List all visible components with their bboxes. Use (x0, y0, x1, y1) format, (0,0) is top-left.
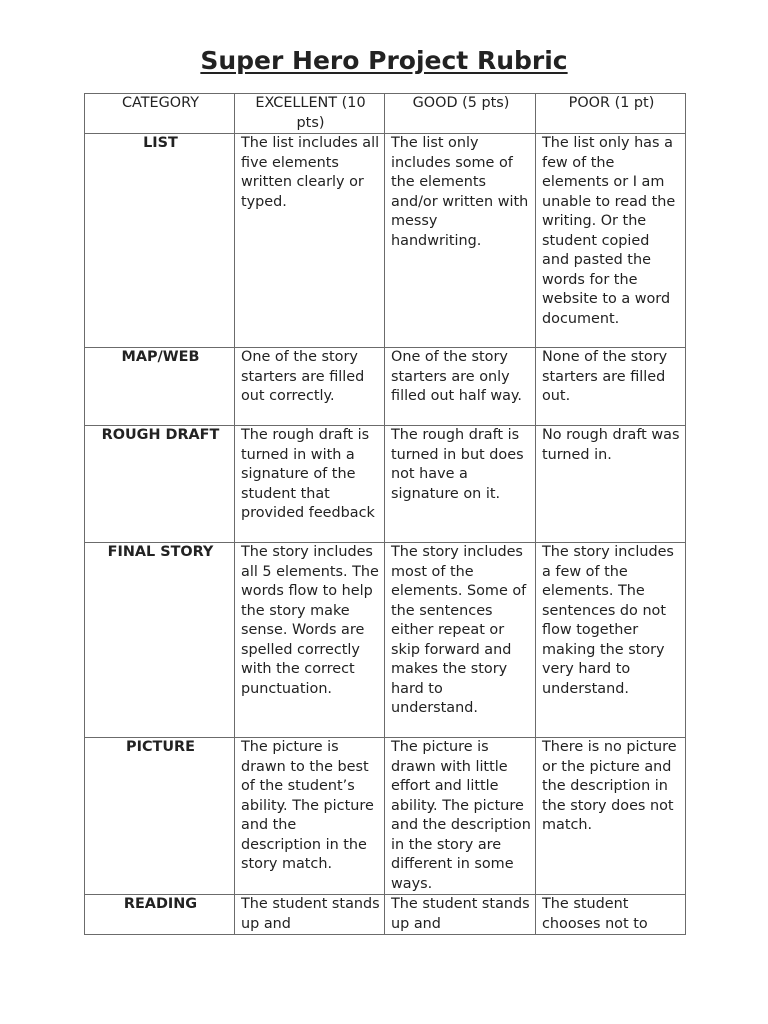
table-row (85, 895, 686, 935)
excellent-cell: The rough draft is turned in with a signature of the student that provided feedback (235, 426, 385, 543)
excellent-cell: The picture is drawn to the best of the student’s ability. The picture and the description in the story match. (235, 738, 385, 895)
category-cell: MAP/WEB (85, 348, 235, 426)
category-cell: LIST (85, 134, 235, 348)
excellent-cell: The story includes all 5 elements. The words flow to help the story make sense. Words are spelled correctly with the correct punctuation. (235, 543, 385, 738)
poor-cell: There is no picture or the picture and the description in the story does not match. (536, 738, 686, 895)
category-cell: ROUGH DRAFT (85, 426, 235, 543)
document-title: Super Hero Project Rubric (200, 46, 568, 75)
good-cell: The rough draft is turned in but does not have a signature on it. (385, 426, 536, 543)
header-poor: POOR (1 pt) (536, 94, 686, 134)
poor-text: The student chooses not to (542, 896, 648, 932)
excellent-cell (235, 895, 385, 935)
good-cell: The list only includes some of the elements and/or written with messy handwriting. (385, 134, 536, 348)
table-row (85, 738, 686, 895)
good-cell: One of the story starters are only filled out half way. (385, 348, 536, 426)
poor-cell: No rough draft was turned in. (536, 426, 686, 543)
excellent-text: The student stands up and (241, 896, 380, 932)
table-row (85, 348, 686, 426)
header-good: GOOD (5 pts) (385, 94, 536, 134)
table-row (85, 543, 686, 738)
table-row (85, 134, 686, 348)
header-category: CATEGORY (85, 94, 235, 134)
good-cell (385, 895, 536, 935)
category-cell (85, 895, 235, 935)
table-header-row (85, 94, 686, 134)
poor-cell: The list only has a few of the elements or I am unable to read the writing. Or the student copied and pasted the words for the website to a word document. (536, 134, 686, 348)
poor-cell (536, 895, 686, 935)
header-excellent: EXCELLENT (10 pts) (235, 94, 385, 134)
excellent-cell: One of the story starters are filled out correctly. (235, 348, 385, 426)
poor-cell: The story includes a few of the elements. The sentences do not flow together making the story very hard to understand. (536, 543, 686, 738)
category-text: READING (123, 896, 198, 912)
rubric-table (84, 93, 686, 935)
good-text: The student stands up and (391, 896, 530, 932)
good-cell: The picture is drawn with little effort and little ability. The picture and the description in the story are different in some ways. (385, 738, 536, 895)
table-row (85, 426, 686, 543)
excellent-cell: The list includes all five elements written clearly or typed. (235, 134, 385, 348)
category-cell: PICTURE (85, 738, 235, 895)
category-cell: FINAL STORY (85, 543, 235, 738)
good-cell: The story includes most of the elements. Some of the sentences either repeat or skip forward and makes the story hard to understand. (385, 543, 536, 738)
poor-cell: None of the story starters are filled out. (536, 348, 686, 426)
